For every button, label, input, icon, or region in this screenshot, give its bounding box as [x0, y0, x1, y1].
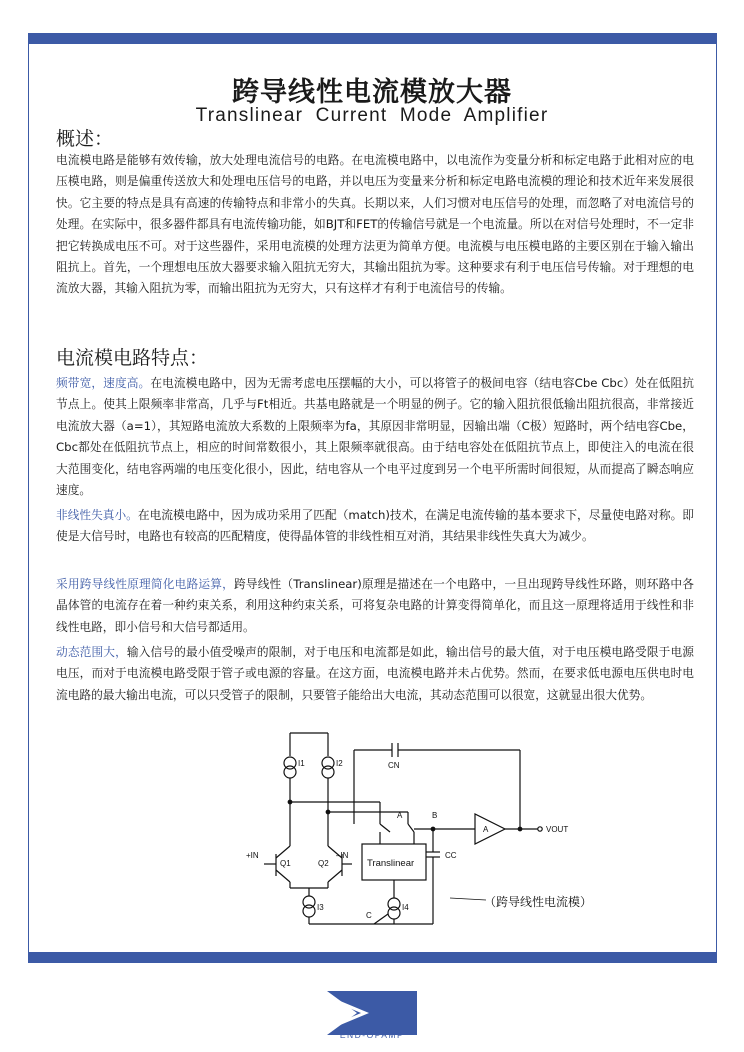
feature-paragraph-dynamic-range: [56, 642, 694, 706]
feature-text: 在电流模电路中，因为成功采用了匹配（match)技术，在满足电流传输的基本要求下，尽量使电路对称。即使是大信号时，电路也有较高的匹配精度，使得晶体管的非线性相互对消，其结果非线性失真大为减少。: [56, 508, 694, 544]
translinear-circuit-diagram: [240, 728, 640, 938]
footer-logo-text: END-OPAMP: [339, 1030, 405, 1040]
label-q2: Q2: [318, 859, 329, 868]
feature-lead: 非线性失真小。: [56, 508, 138, 522]
feature-lead: 频带宽，速度高。: [56, 376, 151, 390]
label-cc: CC: [445, 851, 457, 860]
amplifier-symbol: [475, 814, 505, 844]
label-translinear: Translinear: [367, 858, 415, 869]
label-plus-in: +IN: [246, 851, 259, 860]
page-subtitle: Translinear Current Mode Amplifier: [195, 105, 549, 126]
label-i1: I1: [298, 759, 305, 768]
label-q1: Q1: [280, 859, 291, 868]
feature-paragraph-bandwidth: [56, 373, 694, 501]
overview-heading: 概述：: [56, 128, 114, 150]
feature-text: 跨导线性（Translinear)原理是描述在一个电路中，一旦出现跨导线性环路，则环路中各晶体管的电流存在着一种约束关系，利用这种约束关系，可将复杂电路的计算变得简单化，而且这一原理将适用于线性和非线性电路，即小信号和大信号都适用。: [56, 577, 694, 634]
label-node-a: A: [397, 811, 403, 820]
diagram-caption: （跨导线性电流模）: [484, 895, 593, 909]
feature-text: 输入信号的最小值受噪声的限制，对于电压和电流都是如此，输出信号的最大值，对于电压模电路受限于电源电压，而对于电流模电路受限于管子或电源的容量。在这方面，电流模电路并未占优势。然而，在要求低电源电压供电时电流电路的最大输出电流，可以只受管子的限制，只要管子能给出大电流，其动态范围可以很宽，这就显出很大优势。: [56, 645, 694, 702]
overview-paragraph: 电流模电路是能够有效传输，放大处理电流信号的电路。在电流模电路中，以电流作为变量分析和标定电路于此相对应的电压模电路，则是偏重传送放大和处理电压信号的电路，并以电压为变量来分析和标定电路电流模的理论和技术近年来发展很快。它主要的特点是具有高速的传输特点和非常小的失真。长期以来，人们习惯对电压信号的处理，而忽略了对电流信号的处理。在实际中，很多器件都具有电流传输功能，如BJT和FET的传输信号就是一个电流量。所以在对信号处理时，不一定非把它转换成电压不可。对于这些器件，采用电流模的处理方法更为简单方便。电流模与电压模电路的主要区别在于输入输出阻抗上。首先，一个理想电压放大器要求输入阻抗无穷大，其输出阻抗为零。这种要求有利于电压信号传输。对于理想的电流放大器，其输入阻抗为零，而输出阻抗为无穷大，只有这样才有利于电流信号的传输。: [56, 153, 694, 296]
label-vout: VOUT: [546, 825, 569, 834]
label-node-b: B: [432, 811, 438, 820]
feature-paragraph-distortion: [56, 505, 694, 548]
label-i4: I4: [402, 903, 409, 912]
label-cn: CN: [388, 761, 400, 770]
page-title: 跨导线性电流模放大器: [232, 77, 512, 108]
label-amp: A: [483, 825, 489, 834]
feature-paragraph-translinear: [56, 574, 694, 638]
top-border-bar: [28, 33, 717, 44]
features-heading: 电流模电路特点：: [56, 347, 209, 369]
feature-lead: 采用跨导线性原理简化电路运算，: [56, 577, 234, 591]
label-node-c: C: [366, 911, 372, 920]
label-i3: I3: [317, 903, 324, 912]
feature-lead: 动态范围大，: [56, 645, 127, 659]
label-minus-in: –IN: [336, 851, 349, 860]
bottom-border-bar: [28, 952, 717, 963]
label-i2: I2: [336, 759, 343, 768]
feature-text: 在电流模电路中，因为无需考虑电压摆幅的大小，可以将管子的极间电容（结电容Cbe Cbc）处在低阻抗节点上。使其上限频率非常高，几乎与Ft相近。共基电路就是一个明显的例子。它的输入阻抗很低输出阻抗很高，非常接近电流放大器（a=1），其短路电流放大系数的上限频率为fa，其原因非常明显，因输出端（C极）短路时，两个结电容Cbe，Cbc都处在低阻抗节点上，相应的时间常数很小，其上限频率就很高。由于结电容处在低阻抗节点上，即使注入的电流在很大范围变化，结电容两端的电压变化很小，因此，结电容从一个电平过度到另一个电平所需时间很短，从而提高了瞬态响应速度。: [56, 376, 694, 498]
